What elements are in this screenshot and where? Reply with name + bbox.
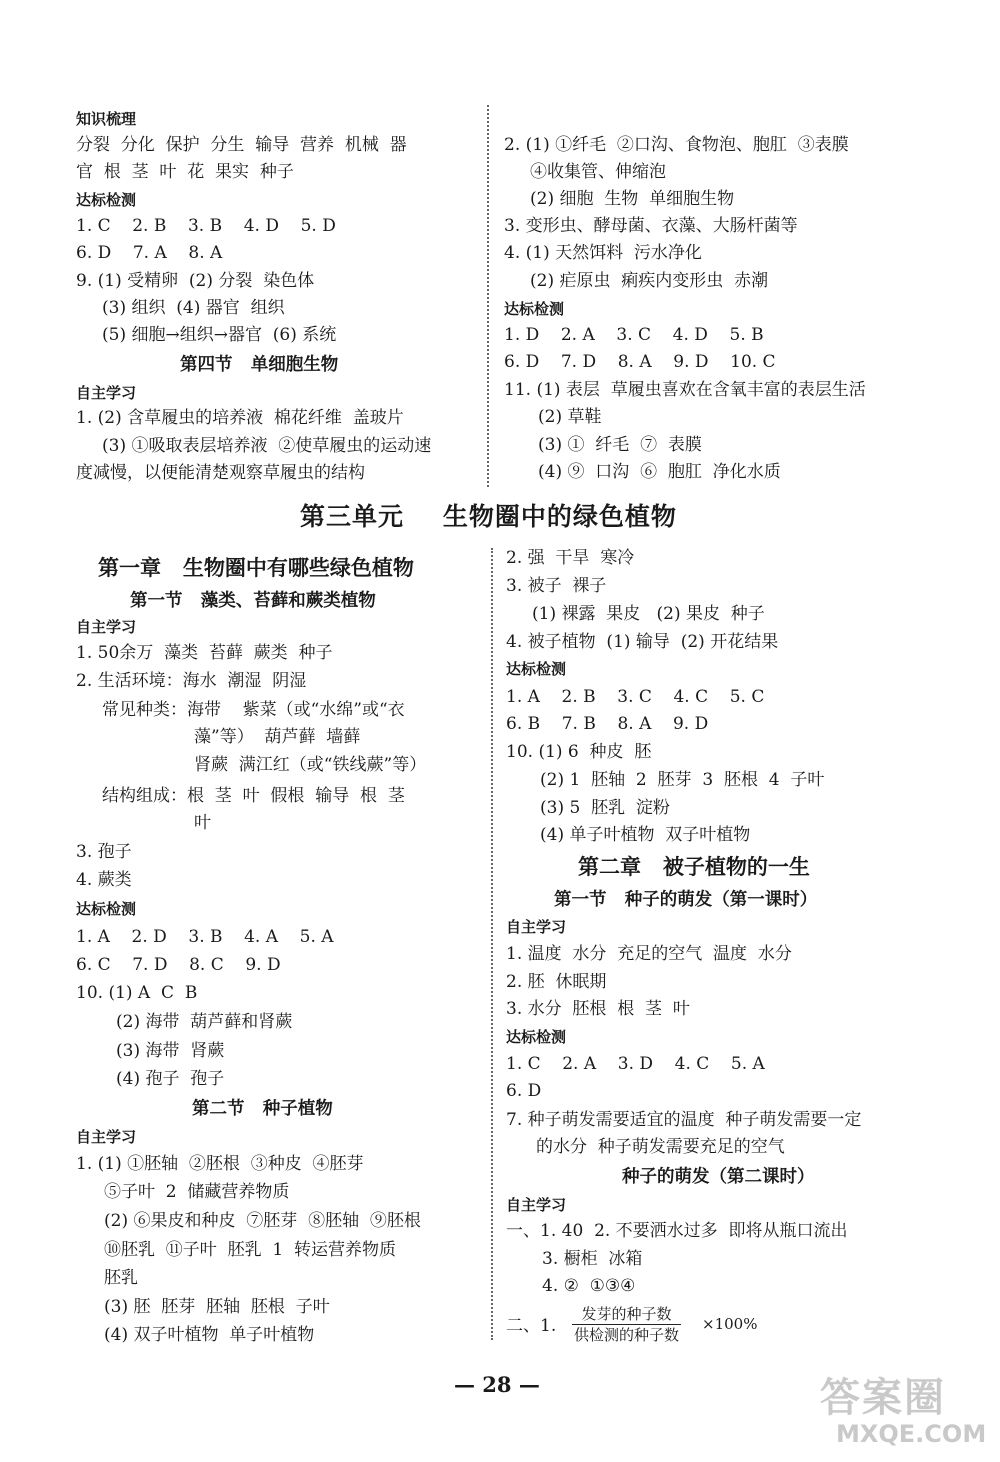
text-line: 分裂 分化 保护 分生 输导 营养 机械 器	[76, 135, 407, 155]
column-divider	[487, 105, 489, 487]
text-line: 3. 橱柜 冰箱	[542, 1249, 643, 1269]
text-line: 1. D 2. A 3. C 4. D 5. B	[504, 325, 764, 345]
text-line: 4. 被子植物 (1) 输导 (2) 开花结果	[506, 632, 779, 652]
text-line: 的水分 种子萌发需要充足的空气	[536, 1137, 785, 1157]
text-line: 度减慢，以便能清楚观察草履虫的结构	[76, 463, 365, 483]
text-line: 肾蕨 满江红（或“铁线蕨”等）	[194, 755, 427, 775]
section-title: 第二节 种子植物	[192, 1099, 333, 1119]
text-line: 二、1.	[506, 1316, 557, 1336]
text-line: 6. B 7. B 8. A 9. D	[506, 714, 709, 734]
chapter-title: 第二章 被子植物的一生	[578, 855, 810, 879]
fraction-multiplier: ×100%	[702, 1315, 758, 1333]
text-line: 一、1. 40 2. 不要洒水过多 即将从瓶口流出	[506, 1221, 848, 1241]
text-line: 2. 胚 休眠期	[506, 972, 607, 992]
text-line: (4) 双子叶植物 单子叶植物	[104, 1325, 315, 1345]
germination-rate-fraction	[572, 1304, 681, 1345]
text-line: 常见种类：海带 紫菜（或“水绵”或“衣	[102, 700, 405, 720]
text-line: ⑩胚乳 ⑪子叶 胚乳 1 转运营养物质	[104, 1240, 397, 1260]
text-line: 10. (1) 6 种皮 胚	[506, 742, 652, 762]
text-line: (2) 海带 葫芦藓和肾蕨	[116, 1012, 293, 1032]
text-line: (3) 胚 胚芽 胚轴 胚根 子叶	[104, 1297, 330, 1317]
text-line: 3. 水分 胚根 根 茎 叶	[506, 999, 690, 1019]
text-line: 4. 蕨类	[76, 870, 132, 890]
text-line: 9. (1) 受精卵 (2) 分裂 染色体	[76, 271, 315, 291]
heading-self-study: 自主学习	[506, 918, 567, 936]
text-line: (2) 疟原虫 痢疾内变形虫 赤潮	[530, 271, 769, 291]
text-line: 1. (1) ①胚轴 ②胚根 ③种皮 ④胚芽	[76, 1154, 364, 1174]
watermark-logo: 答案圈	[820, 1375, 946, 1421]
section-title: 第一节 种子的萌发（第一课时）	[554, 890, 818, 910]
text-line: 3. 变形虫、酵母菌、衣藻、大肠杆菌等	[504, 216, 798, 236]
text-line: 1. A 2. B 3. C 4. C 5. C	[506, 687, 765, 707]
heading-check: 达标检测	[506, 660, 567, 678]
chapter-title: 第一章 生物圈中有哪些绿色植物	[98, 556, 414, 580]
text-line: ④收集管、伸缩泡	[530, 162, 666, 182]
text-line: 2. 强 干旱 寒冷	[506, 548, 635, 568]
text-line: 3. 孢子	[76, 842, 132, 862]
text-line: 结构组成：根 茎 叶 假根 输导 根 茎	[102, 786, 405, 806]
page-number: — 28 —	[454, 1372, 540, 1397]
text-line: 4. (1) 天然饵料 污水净化	[504, 243, 702, 263]
text-line: 叶	[194, 813, 211, 833]
text-line: (2) 细胞 生物 单细胞生物	[530, 189, 735, 209]
column-divider	[491, 548, 493, 1340]
text-line: (2) 1 胚轴 2 胚芽 3 胚根 4 子叶	[540, 770, 825, 790]
text-line: 11. (1) 表层 草履虫喜欢在含氧丰富的表层生活	[504, 380, 866, 400]
text-line: 6. C 7. D 8. C 9. D	[76, 955, 281, 975]
text-line: 1. (2) 含草履虫的培养液 棉花纤维 盖玻片	[76, 408, 404, 428]
text-line: 6. D 7. A 8. A	[76, 243, 223, 263]
watermark-url: MXQE.COM	[836, 1420, 987, 1448]
text-line: 10. (1) A C B	[76, 983, 198, 1003]
text-line: 1. C 2. A 3. D 4. C 5. A	[506, 1054, 765, 1074]
heading-self-study: 自主学习	[76, 618, 137, 636]
heading-check: 达标检测	[504, 300, 565, 318]
text-line: (3) 海带 肾蕨	[116, 1041, 225, 1061]
heading-self-study: 自主学习	[76, 1128, 137, 1146]
text-line: 2. (1) ①纤毛 ②口沟、食物泡、胞肛 ③表膜	[504, 135, 849, 155]
text-line: 胚乳	[104, 1268, 138, 1288]
text-line: (3) ① 纤毛 ⑦ 表膜	[538, 435, 702, 455]
section-title: 第四节 单细胞生物	[180, 355, 339, 375]
text-line: 4. ② ①③④	[542, 1276, 636, 1296]
heading-check: 达标检测	[76, 900, 137, 918]
heading-check: 达标检测	[76, 191, 137, 209]
text-line: 7. 种子萌发需要适宜的温度 种子萌发需要一定	[506, 1110, 862, 1130]
text-line: (1) 裸露 果皮 (2) 果皮 种子	[532, 604, 765, 624]
text-line: 1. A 2. D 3. B 4. A 5. A	[76, 927, 334, 947]
text-line: (3) 组织 (4) 器官 组织	[102, 298, 285, 318]
text-line: 官 根 茎 叶 花 果实 种子	[76, 162, 294, 182]
text-line: (2) 草鞋	[538, 407, 602, 427]
text-line: (3) 5 胚乳 淀粉	[540, 798, 670, 818]
text-line: 6. D	[506, 1081, 542, 1101]
text-line: 1. C 2. B 3. B 4. D 5. D	[76, 216, 336, 236]
heading-self-study: 自主学习	[506, 1196, 567, 1214]
heading-knowledge-review: 知识梳理	[76, 110, 137, 128]
heading-check: 达标检测	[506, 1028, 567, 1046]
section-title: 第一节 藻类、苔藓和蕨类植物	[130, 591, 376, 611]
fraction-numerator: 发芽的种子数	[572, 1304, 681, 1325]
text-line: ⑤子叶 2 储藏营养物质	[104, 1182, 290, 1202]
text-line: (4) 单子叶植物 双子叶植物	[540, 825, 751, 845]
text-line: 1. 50余万 藻类 苔藓 蕨类 种子	[76, 643, 333, 663]
text-line: 2. 生活环境：海水 潮湿 阴湿	[76, 671, 307, 691]
text-line: (4) ⑨ 口沟 ⑥ 胞肛 净化水质	[538, 462, 781, 482]
text-line: 1. 温度 水分 充足的空气 温度 水分	[506, 944, 792, 964]
text-line: 3. 被子 裸子	[506, 576, 607, 596]
text-line: 6. D 7. D 8. A 9. D 10. C	[504, 352, 776, 372]
text-line: (2) ⑥果皮和种皮 ⑦胚芽 ⑧胚轴 ⑨胚根	[104, 1211, 421, 1231]
text-line: (5) 细胞→组织→器官 (6) 系统	[102, 325, 337, 345]
text-line: (4) 孢子 孢子	[116, 1069, 225, 1089]
fraction-denominator: 供检测的种子数	[574, 1326, 680, 1344]
section-title: 种子的萌发（第二课时）	[622, 1167, 815, 1187]
text-line: (3) ①吸取表层培养液 ②使草履虫的运动速	[102, 436, 432, 456]
unit-title: 第三单元 生物圈中的绿色植物	[300, 502, 677, 531]
heading-self-study: 自主学习	[76, 384, 137, 402]
text-line: 藻”等） 葫芦藓 墙藓	[194, 727, 361, 747]
